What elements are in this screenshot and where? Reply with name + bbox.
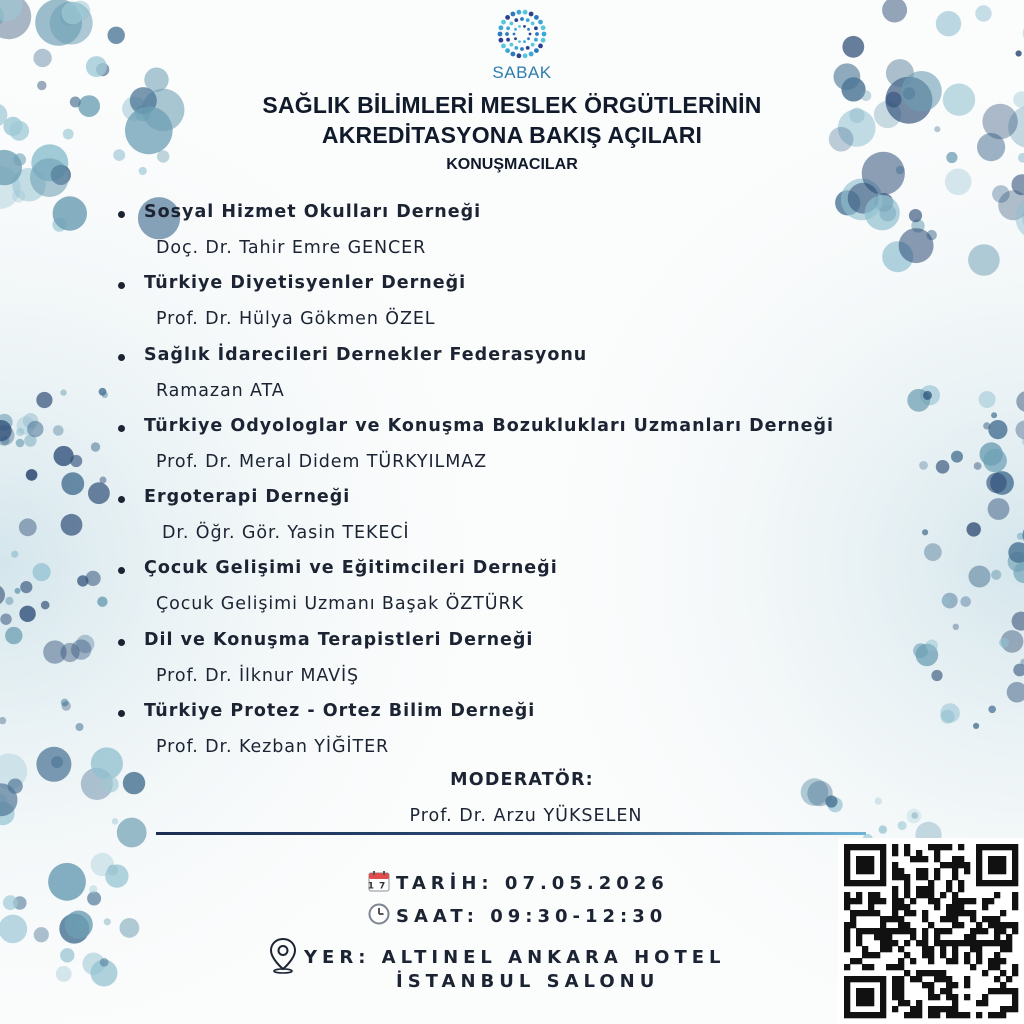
bubble-decoration [89,885,97,893]
speaker-name: Prof. Dr. Kezban YİĞİTER [156,737,390,758]
bubble-decoration [975,5,991,21]
bubble-decoration [61,2,83,24]
list-item [118,269,918,340]
bubble-decoration [969,566,991,588]
bubble-decoration [926,640,938,652]
venue-value: ALTINEL ANKARA HOTEL [381,947,726,968]
speaker-name: Ramazan ATA [156,380,285,401]
bubble-decoration [991,412,997,418]
bullet-icon [118,425,125,432]
bubble-decoration [988,420,1007,439]
bubble-decoration [999,638,1009,648]
bubble-decoration [76,723,84,731]
location-pin-icon [268,936,298,979]
logo-name: SABAK [492,63,552,82]
bubble-decoration [100,958,109,967]
venue-hall: İSTANBUL SALONU [396,971,660,992]
bullet-icon [118,639,125,646]
organization-name: Çocuk Gelişimi ve Eğitimcileri Derneği [144,558,558,579]
list-item [118,341,918,412]
bubble-decoration [119,918,139,938]
bubble-decoration [931,670,942,681]
bubble-decoration [936,460,950,474]
bubble-decoration [99,388,107,396]
bubble-decoration [61,701,70,710]
bubble-decoration [834,63,861,90]
bubble-decoration [983,422,990,429]
organization-name: Dil ve Konuşma Terapistleri Derneği [144,629,534,650]
bubble-decoration [919,461,928,470]
divider [156,832,866,835]
bullet-icon [118,710,125,717]
bubble-decoration [104,918,111,925]
list-item [118,554,918,625]
date-label: TARİH: [396,873,494,894]
bubble-decoration [34,927,49,942]
bubble-decoration [53,196,87,230]
bubble-decoration [973,723,979,729]
bubble-decoration [60,643,79,662]
qr-code-icon[interactable] [838,838,1024,1024]
bubble-decoration [15,588,21,594]
list-item [118,412,918,483]
speaker-name: Doç. Dr. Tahir Emre GENCER [156,238,427,258]
bubble-decoration [16,428,24,436]
event-date [368,870,669,897]
bubble-decoration [86,571,101,586]
organization-name: Sağlık İdarecileri Dernekler Federasyonu [144,344,588,365]
organization-name: Türkiye Odyologlar ve Konuşma Bozuklukları Uzmanları Derneği [144,415,834,436]
bubble-decoration [36,392,52,408]
bubble-decoration [5,597,13,605]
bubble-decoration [33,49,51,67]
bubble-decoration [960,596,971,607]
bullet-icon [118,567,125,574]
bubble-decoration [61,514,83,536]
list-item [118,198,918,269]
bubble-decoration [942,596,951,605]
bullet-icon [118,496,125,503]
list-item [118,626,918,697]
bubble-decoration [0,614,11,625]
bubble-decoration [48,863,86,901]
bubble-decoration [936,11,961,36]
bubble-decoration [60,948,74,962]
bubble-decoration [100,477,107,484]
bubble-decoration [983,449,1007,473]
moderator-label: MODERATÖR: [450,770,594,790]
speakers-heading: KONUŞMACILAR [446,156,578,173]
svg-text:17: 17 [368,881,390,892]
bubble-decoration [842,36,864,58]
bubble-decoration [56,966,72,982]
speaker-name: Prof. Dr. Hülya Gökmen ÖZEL [156,309,436,330]
list-item [118,483,918,554]
bubble-decoration [86,56,107,77]
bubble-decoration [923,391,932,400]
list-item [118,697,918,768]
bubble-decoration [11,551,18,558]
bubble-decoration [941,710,955,724]
bubble-decoration [61,472,84,495]
speaker-list [118,198,918,768]
bubble-decoration [3,895,18,910]
organization-name: Türkiye Protez - Ortez Bilim Derneği [144,701,536,722]
bubble-decoration [924,543,942,561]
bubble-decoration [16,439,25,448]
bullet-icon [118,354,125,361]
bubble-decoration [986,473,1006,493]
speaker-name: Dr. Öğr. Gör. Yasin TEKECİ [162,523,410,544]
venue-label: YER: [304,947,371,968]
bubble-decoration [979,391,996,408]
speaker-name: Prof. Dr. İlknur MAVİŞ [156,665,360,686]
sabak-logo [472,6,572,86]
event-time [368,903,667,930]
bubble-decoration [922,529,928,535]
bubble-decoration [91,853,114,876]
organization-name: Ergoterapi Derneği [144,487,351,508]
dotted-circle-logo-icon [496,6,548,62]
date-value: 07.05.2026 [504,873,669,894]
speaker-name: Prof. Dr. Meral Didem TÜRKYILMAZ [156,451,487,472]
bubble-decoration [951,451,963,463]
bubble-decoration [108,27,125,44]
organization-name: Sosyal Hizmet Okulları Derneği [144,202,482,222]
bubble-decoration [988,706,996,714]
bubble-decoration [33,563,51,581]
bubble-decoration [97,597,107,607]
bullet-icon [118,211,125,218]
calendar-icon [368,870,390,897]
bubble-decoration [974,462,982,470]
bubble-decoration [27,421,43,437]
bubble-decoration [1016,50,1022,56]
bubble-decoration [53,425,64,436]
time-label: SAAT: [396,906,479,927]
page-title-line-1: SAĞLIK BİLİMLERİ MESLEK ÖRGÜTLERİNİN [262,92,762,118]
bubble-decoration [65,911,93,939]
bubble-decoration [968,244,1000,276]
bubble-decoration [875,798,882,805]
bubble-decoration [41,601,50,610]
bubble-decoration [20,581,32,593]
bubble-decoration [967,522,981,536]
bubble-decoration [988,498,1010,520]
bubble-decoration [91,442,100,451]
bubble-decoration [60,389,66,395]
organization-name: Türkiye Diyetisyenler Derneği [144,273,467,294]
bubble-decoration [5,627,22,644]
bubble-decoration [991,570,1001,580]
time-value: 09:30-12:30 [490,906,668,927]
bubble-decoration [19,606,35,622]
bubble-decoration [12,190,25,203]
moderator-name: Prof. Dr. Arzu YÜKSELEN [409,806,643,826]
bullet-icon [118,282,125,289]
bubble-decoration [19,518,37,536]
clock-icon [368,903,390,930]
bubble-decoration [88,482,110,504]
bubble-decoration [51,756,63,768]
page-title-line-2: AKREDİTASYONA BAKIŞ AÇILARI [321,122,703,148]
bubble-decoration [879,825,887,833]
speaker-name: Çocuk Gelişimi Uzmanı Başak ÖZTÜRK [156,594,524,615]
bubble-decoration [54,446,74,466]
bubble-decoration [953,624,959,630]
bubble-decoration [26,469,38,481]
bubble-decoration [37,81,46,90]
